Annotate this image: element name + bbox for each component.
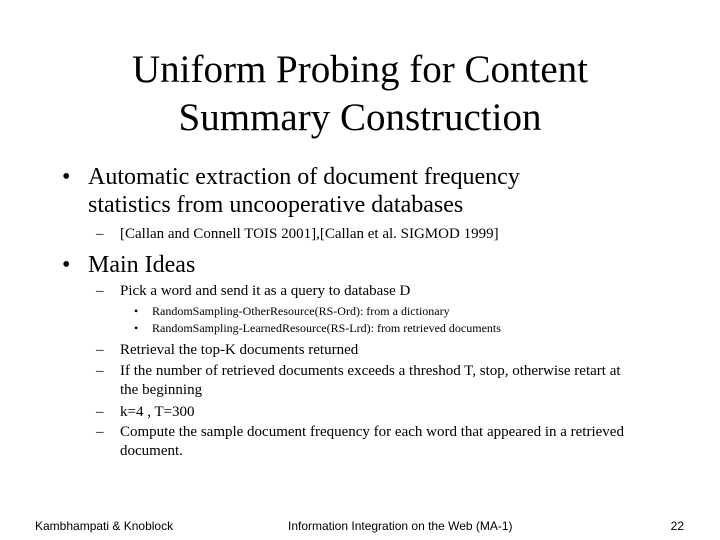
sub-bullet-text: [Callan and Connell TOIS 2001],[Callan et al. SIGMOD 1999] xyxy=(120,226,499,242)
title-line-1: Uniform Probing for Content xyxy=(131,48,589,91)
sub-sub-bullet-text: RandomSampling-LearnedResource(RS-Lrd): from retrieved documents xyxy=(152,321,501,335)
bullet-line: Automatic extraction of document frequency xyxy=(88,164,520,190)
dash-marker: – xyxy=(96,363,104,379)
sub-bullet-line: Compute the sample document frequency for each word that appeared in a retrieved xyxy=(120,424,624,440)
page-number: 22 xyxy=(670,519,684,533)
bullet-marker: • xyxy=(62,164,71,190)
sub-bullet-text xyxy=(120,423,624,460)
title-line-2: Summary Construction xyxy=(178,96,542,139)
sub-bullet-text: Retrieval the top-K documents returned xyxy=(120,342,359,358)
bullet-text xyxy=(88,163,520,219)
dash-marker: – xyxy=(96,283,104,299)
dash-marker: – xyxy=(96,226,104,242)
bullet-marker: • xyxy=(134,321,139,335)
dash-marker: – xyxy=(96,424,104,440)
sub-bullet-text xyxy=(120,362,621,399)
sub-bullet-line: document. xyxy=(120,442,183,459)
bullet-line: statistics from uncooperative databases xyxy=(88,192,464,218)
sub-sub-bullet-text: RandomSampling-OtherResource(RS-Ord): from a dictionary xyxy=(152,304,450,318)
bullet-text: Main Ideas xyxy=(88,252,196,278)
dash-marker: – xyxy=(96,342,104,358)
sub-bullet-line: the beginning xyxy=(120,381,203,398)
sub-bullet-line: If the number of retrieved documents exceeds a threshod T, stop, otherwise retart at xyxy=(120,363,621,379)
bullet-marker: • xyxy=(62,252,71,278)
sub-bullet-text: Pick a word and send it as a query to database D xyxy=(120,283,411,299)
dash-marker: – xyxy=(96,404,104,420)
slide-title xyxy=(60,46,660,142)
sub-bullet-text: k=4 , T=300 xyxy=(120,404,195,420)
bullet-marker: • xyxy=(134,304,139,318)
footer-authors: Kambhampati & Knoblock xyxy=(35,519,174,533)
footer-course-title: Information Integration on the Web (MA-1) xyxy=(288,519,513,533)
